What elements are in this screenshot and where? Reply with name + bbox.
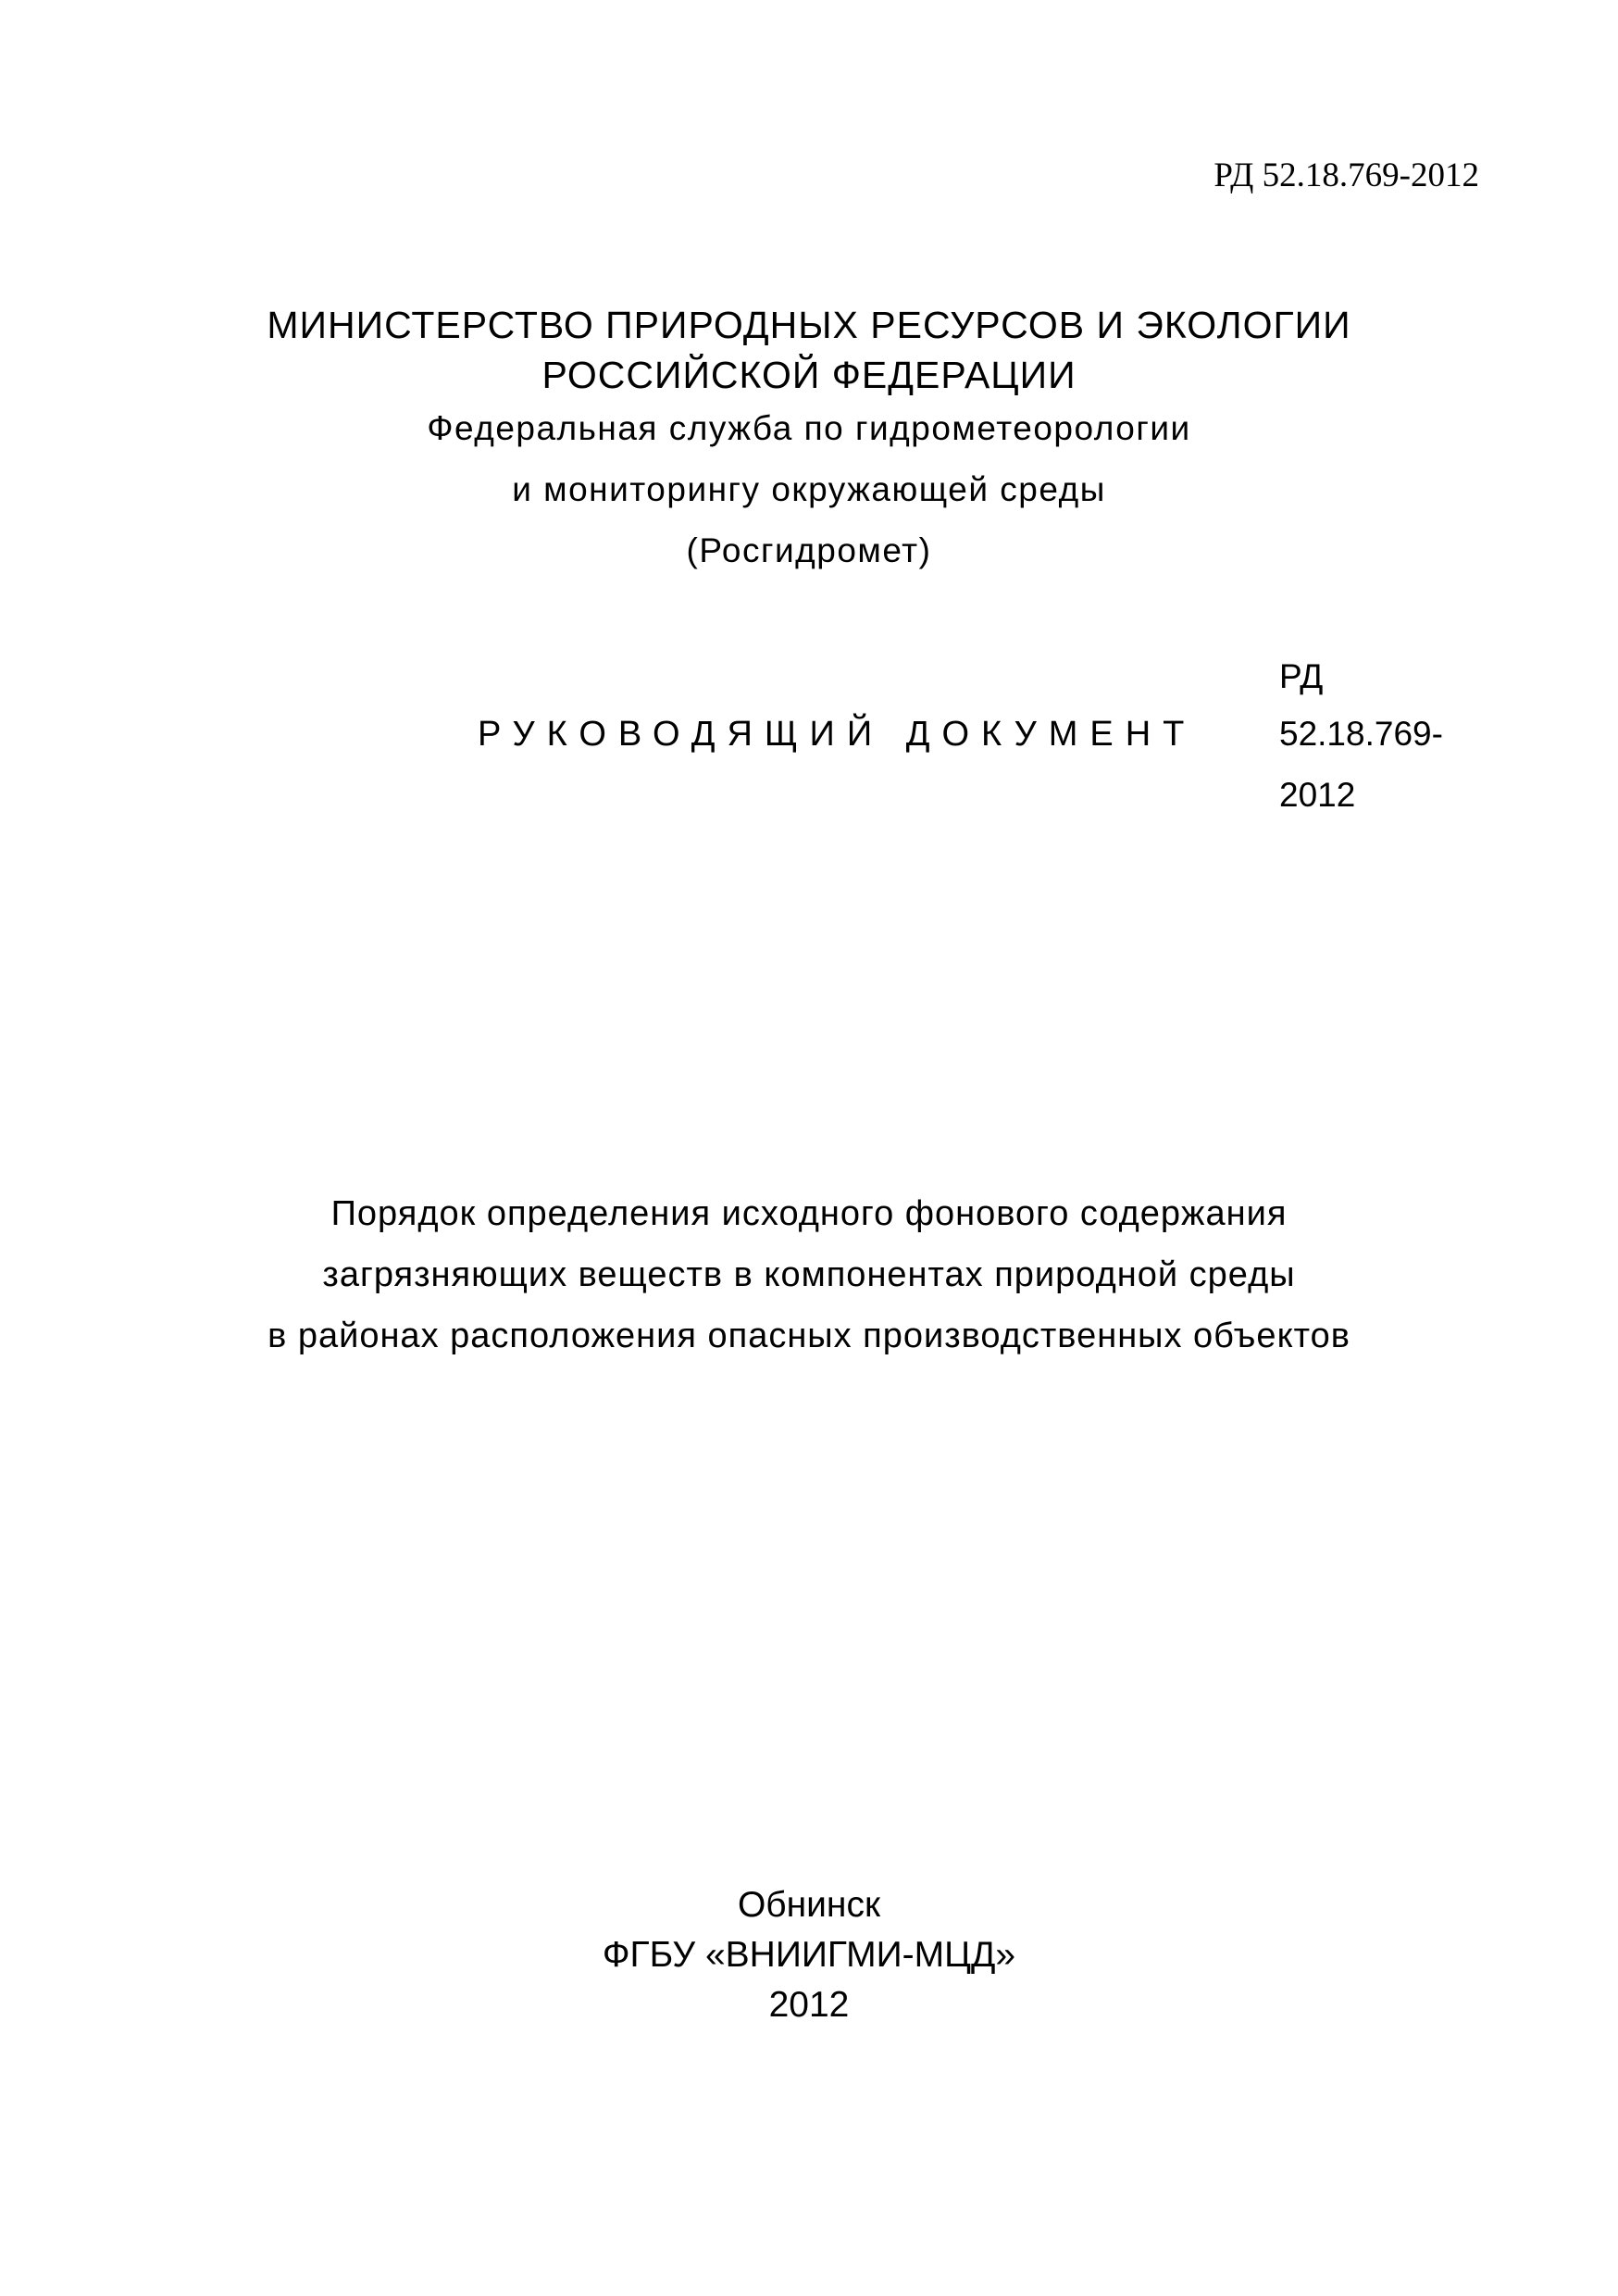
title-line: Порядок определения исходного фонового содержания xyxy=(330,1194,1288,1233)
ministry-line: РОССИЙСКОЙ ФЕДЕРАЦИИ xyxy=(541,354,1077,396)
document-code-header: РД 52.18.769-2012 xyxy=(1214,156,1479,194)
document-number-line: 52.18.769- xyxy=(1279,715,1443,753)
document-number-line: РД xyxy=(1279,657,1324,695)
ministry-line: МИНИСТЕРСТВО ПРИРОДНЫХ РЕСУРСОВ И ЭКОЛОГИИ xyxy=(267,304,1351,346)
service-line: и мониторингу окружающей среды xyxy=(512,470,1106,508)
service-line: Федеральная служба по гидрометеорологии xyxy=(427,409,1191,447)
title-line: в районах расположения опасных производственных объектов xyxy=(268,1316,1350,1355)
publisher: ФГБУ «ВНИИГМИ-МЦД» xyxy=(602,1935,1016,1975)
title-line: загрязняющих веществ в компонентах природной среды xyxy=(322,1255,1296,1294)
document-type: РУКОВОДЯЩИЙ ДОКУМЕНТ xyxy=(478,715,1197,754)
document-number-line: 2012 xyxy=(1279,776,1356,814)
publication-city: Обнинск xyxy=(737,1885,881,1925)
publication-year: 2012 xyxy=(768,1985,850,2025)
service-line: (Росгидромет) xyxy=(686,531,932,569)
